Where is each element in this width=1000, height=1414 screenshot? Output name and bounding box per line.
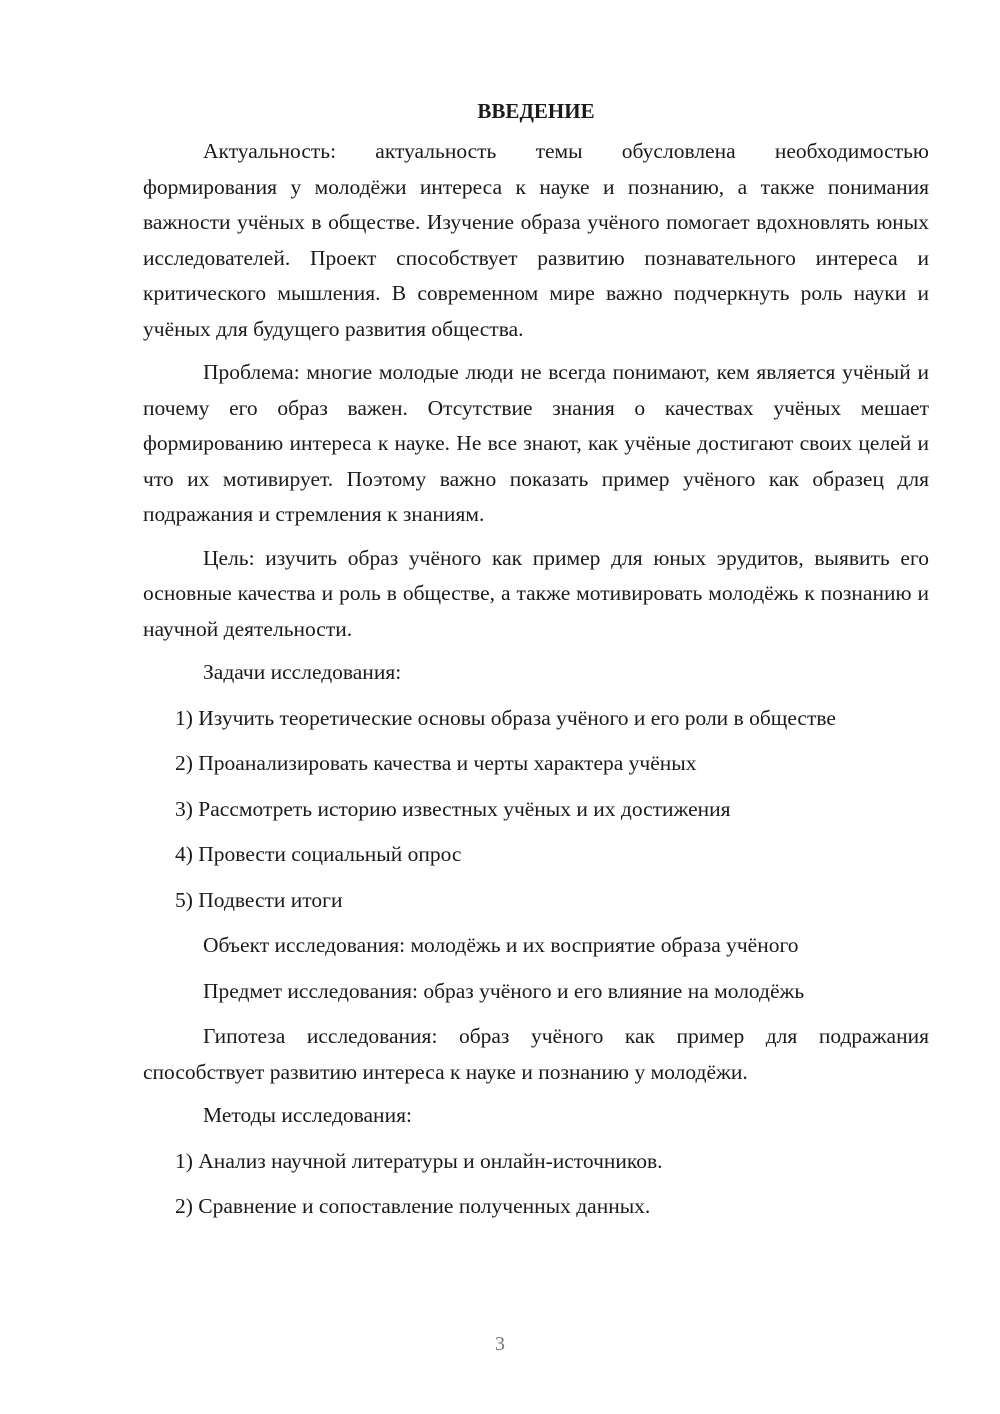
method-item-1: 1) Анализ научной литературы и онлайн-источников. xyxy=(175,1148,663,1173)
tasks-heading: Задачи исследования: xyxy=(203,660,402,684)
task-item-3: 3) Рассмотреть историю известных учёных и их достижения xyxy=(175,796,731,821)
subject-paragraph: Предмет исследования: образ учёного и его влияние на молодёжь xyxy=(203,978,805,1003)
document-page xyxy=(143,96,929,1235)
task-item-2: 2) Проанализировать качества и черты характера учёных xyxy=(175,751,697,775)
task-item-1: 1) Изучить теоретические основы образа учёного и его роли в обществе xyxy=(175,705,836,730)
task-item-5: 5) Подвести итоги xyxy=(175,887,343,912)
object-paragraph: Объект исследования: молодёжь и их восприятие образа учёного xyxy=(203,933,799,957)
hypothesis-paragraph: Гипотеза исследования: образ учёного как пример для подражания способствует развитию интереса к науке и познанию у молодёжи. xyxy=(143,1024,929,1084)
relevance-paragraph: Актуальность: актуальность темы обусловлена необходимостью формирования у молодёжи интереса к науке и познанию, а также понимания важности учёных в обществе. Изучение образа учёного помогает вдохновлять юных исследователей. Проект способствует развитию познавательного интереса и критического мышления. В современном мире важно подчеркнуть роль науки и учёных для будущего развития общества. xyxy=(143,139,929,341)
page-number: 3 xyxy=(495,1333,505,1355)
task-item-4: 4) Провести социальный опрос xyxy=(175,842,462,866)
methods-heading: Методы исследования: xyxy=(203,1103,412,1127)
method-item-2: 2) Сравнение и сопоставление полученных данных. xyxy=(175,1194,651,1218)
goal-paragraph: Цель: изучить образ учёного как пример для юных эрудитов, выявить его основные качества и роль в обществе, а также мотивировать молодёжь к познанию и научной деятельности. xyxy=(143,545,929,641)
problem-paragraph: Проблема: многие молодые люди не всегда понимают, кем является учёный и почему его образ важен. Отсутствие знания о качествах учёных мешает формированию интереса к науке. Не все знают, как учёные достигают своих целей и что их мотивирует. Поэтому важно показать пример учёного как образец для подражания и стремления к знаниям. xyxy=(143,360,929,526)
section-title: ВВЕДЕНИЕ xyxy=(477,99,595,123)
